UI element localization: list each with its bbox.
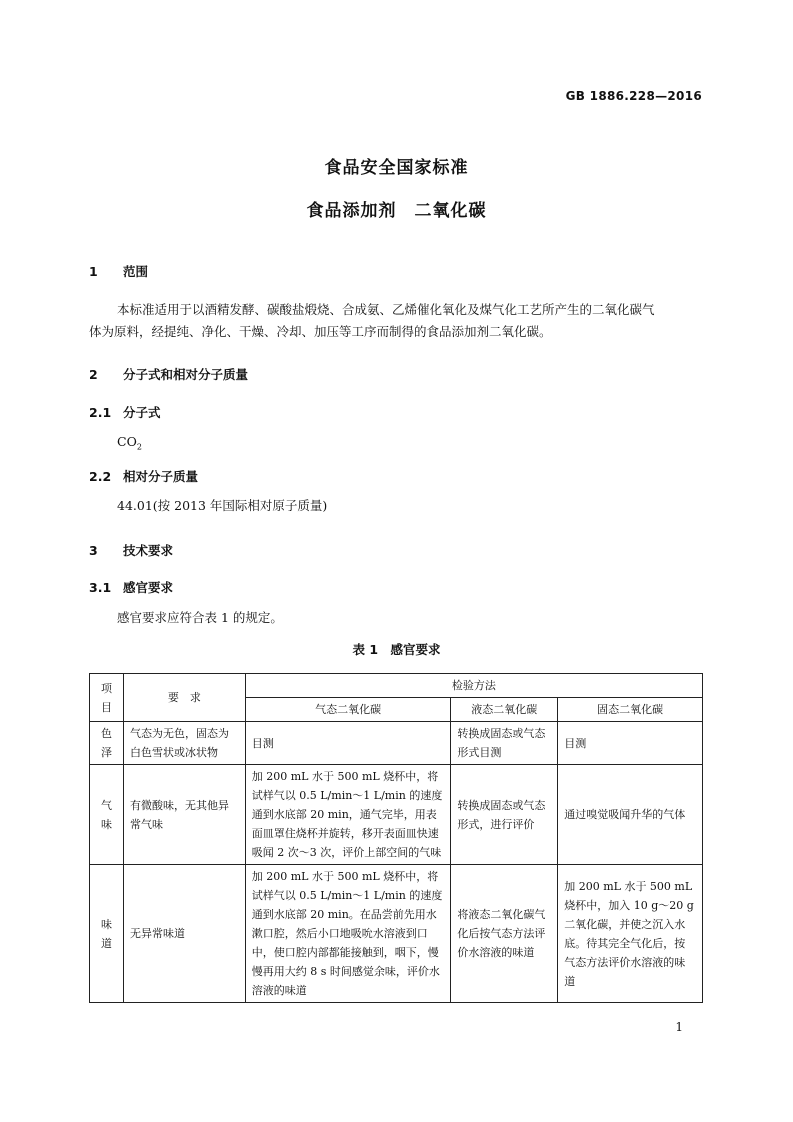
section-3-1-heading <box>89 578 173 596</box>
cell-gas-method: 加 200 mL 水于 500 mL 烧杯中，将试样气以 0.5 L/min～1 L/min 的速度通到水底部 20 min，通气完毕，用表面皿罩住烧杯并旋转，移开表面皿快速吸闻 2 次～3 次，评价上部空间的气味 <box>245 765 451 865</box>
cell-gas-method: 目测 <box>245 722 451 765</box>
page-number: 1 <box>675 1020 683 1034</box>
table-header-row <box>90 674 703 698</box>
section-1-heading <box>89 262 148 280</box>
section-number: 3.1 <box>89 580 112 595</box>
cell-item: 气味 <box>90 765 124 865</box>
section-2-2-heading <box>89 467 198 485</box>
section-title: 相对分子质量 <box>123 469 199 484</box>
cell-liquid-method: 将液态二氧化碳气化后按气态方法评价水溶液的味道 <box>451 865 558 1003</box>
header-liquid: 液态二氧化碳 <box>451 698 558 722</box>
header-method: 检验方法 <box>245 674 702 698</box>
cell-solid-method: 通过嗅觉吸闻升华的气体 <box>558 765 703 865</box>
sensory-paragraph: 感官要求应符合表 1 的规定。 <box>117 610 283 625</box>
section-title: 感官要求 <box>123 580 174 595</box>
standard-number: GB 1886.228—2016 <box>565 89 702 103</box>
cell-item: 味道 <box>90 865 124 1003</box>
cell-solid-method: 目测 <box>558 722 703 765</box>
section-2-heading <box>89 365 248 383</box>
scope-paragraph-line-2: 体为原料，经提纯、净化、干燥、冷却、加压等工序而制得的食品添加剂二氧化碳。 <box>89 324 552 339</box>
section-title: 技术要求 <box>123 543 174 558</box>
cell-gas-method: 加 200 mL 水于 500 mL 烧杯中，将试样气以 0.5 L/min～1 L/min 的速度通到水底部 20 min。在品尝前先用水漱口腔，然后小口地吸吮水溶液到口中，使口腔内部都能接触到，咽下，慢慢再用大约 8 s 时间感觉余味，评价水溶液的味道 <box>245 865 451 1003</box>
header-solid: 固态二氧化碳 <box>558 698 703 722</box>
table-row <box>90 765 703 865</box>
document-subtitle: 食品添加剂 二氧化碳 <box>306 201 487 221</box>
section-number: 2 <box>89 367 98 382</box>
cell-requirement: 无异常味道 <box>123 865 245 1003</box>
sensory-requirements-table <box>89 673 703 1003</box>
section-title: 分子式 <box>123 405 161 420</box>
section-number: 1 <box>89 264 98 279</box>
section-title: 分子式和相对分子质量 <box>123 367 249 382</box>
cell-liquid-method: 转换成固态或气态形式目测 <box>451 722 558 765</box>
header-item: 项目 <box>90 674 124 722</box>
formula-subscript: 2 <box>136 442 142 452</box>
section-title: 范围 <box>123 264 149 279</box>
section-3-heading <box>89 541 173 559</box>
molecular-mass: 44.01(按 2013 年国际相对原子质量) <box>117 498 328 513</box>
cell-item: 色泽 <box>90 722 124 765</box>
header-gas: 气态二氧化碳 <box>245 698 451 722</box>
section-number: 2.2 <box>89 469 112 484</box>
cell-liquid-method: 转换成固态或气态形式，进行评价 <box>451 765 558 865</box>
cell-solid-method: 加 200 mL 水于 500 mL 烧杯中，加入 10 g～20 g 二氧化碳，并使之沉入水底。待其完全气化后，按气态方法评价水溶液的味道 <box>558 865 703 1003</box>
cell-requirement: 气态为无色，固态为白色雪状或冰状物 <box>123 722 245 765</box>
scope-paragraph-line-1: 本标准适用于以酒精发酵、碳酸盐煅烧、合成氨、乙烯催化氧化及煤气化工艺所产生的二氧化碳气 <box>117 302 655 317</box>
section-2-1-heading <box>89 403 161 421</box>
table-caption: 表 1 感官要求 <box>352 642 441 657</box>
document-title: 食品安全国家标准 <box>324 158 469 178</box>
header-requirement: 要 求 <box>123 674 245 722</box>
molecular-formula <box>117 430 142 460</box>
formula-base: CO <box>117 434 137 449</box>
table-row <box>90 722 703 765</box>
table-row <box>90 865 703 1003</box>
section-number: 3 <box>89 543 98 558</box>
cell-requirement: 有微酸味，无其他异常气味 <box>123 765 245 865</box>
section-number: 2.1 <box>89 405 112 420</box>
